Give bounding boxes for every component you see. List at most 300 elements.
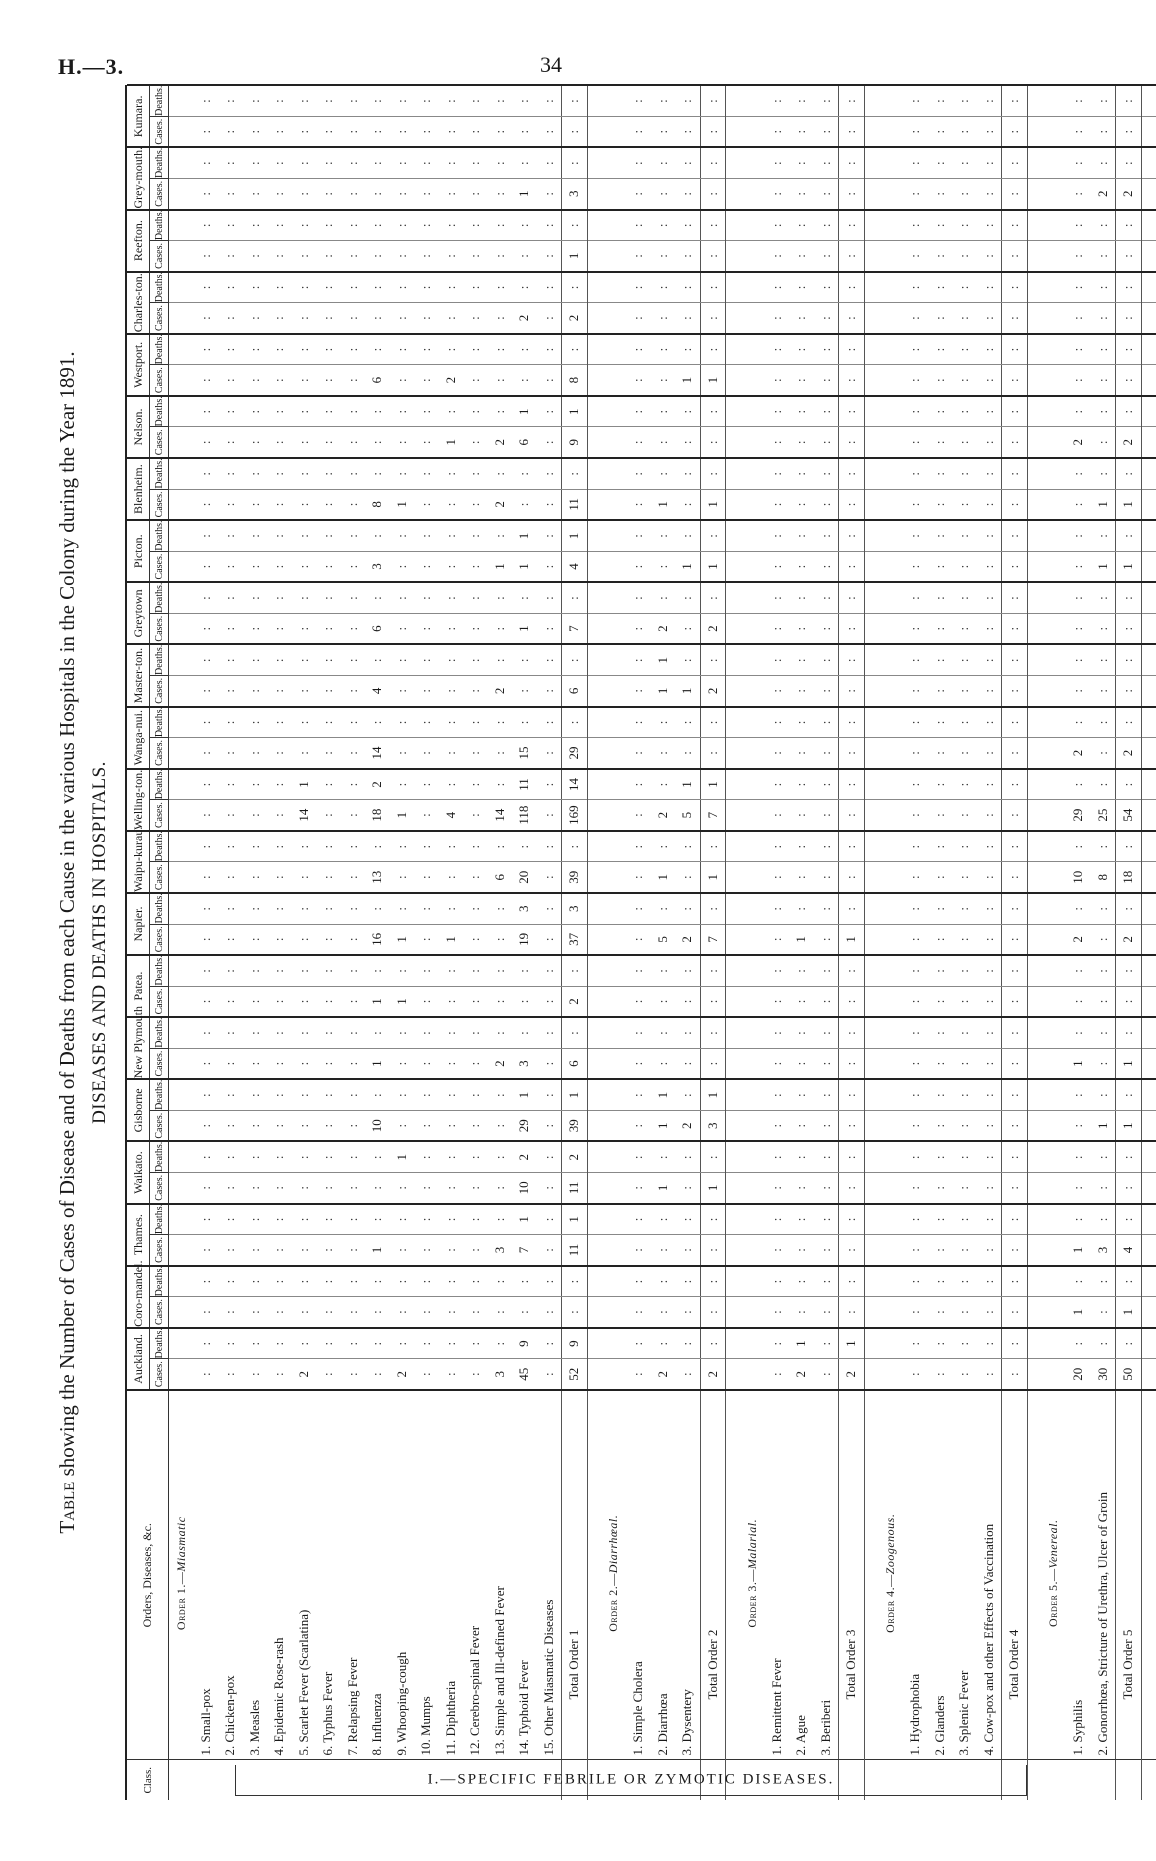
empty-cell: : <box>765 396 790 427</box>
value-cell: 2 <box>700 1359 726 1390</box>
empty-cell: : <box>1091 147 1116 178</box>
empty-cell: : <box>814 210 839 241</box>
empty-cell: : <box>952 272 977 303</box>
empty-cell: : <box>439 1328 464 1359</box>
empty-cell: : <box>928 520 953 551</box>
empty-cell: : <box>839 831 865 862</box>
spacer-cell <box>864 178 879 209</box>
empty-cell: : <box>651 458 676 489</box>
blank-cell <box>1042 707 1067 738</box>
empty-cell: : <box>194 334 219 365</box>
empty-cell: : <box>463 1297 488 1328</box>
spacer-cell <box>864 831 879 862</box>
empty-cell: : <box>267 893 292 924</box>
value-cell: 1 <box>512 1079 537 1110</box>
empty-cell: : <box>789 1079 814 1110</box>
empty-cell: : <box>218 1079 243 1110</box>
spacer-cell <box>1141 1173 1156 1204</box>
empty-cell: : <box>765 1017 790 1048</box>
empty-cell: : <box>700 1017 726 1048</box>
empty-cell: : <box>439 831 464 862</box>
empty-cell: : <box>626 1204 651 1235</box>
empty-cell: : <box>316 1235 341 1266</box>
empty-cell: : <box>341 955 366 986</box>
empty-cell: : <box>675 1048 700 1079</box>
empty-cell: : <box>488 1141 513 1172</box>
empty-cell: : <box>390 613 415 644</box>
spacer-cell <box>1141 427 1156 458</box>
empty-cell: : <box>488 613 513 644</box>
empty-cell: : <box>537 210 562 241</box>
table-row <box>512 85 537 1800</box>
disease-name: 8. Influenza <box>365 1390 390 1760</box>
empty-cell: : <box>928 769 953 800</box>
empty-cell: : <box>218 707 243 738</box>
blank-cell <box>740 924 765 955</box>
empty-cell: : <box>292 427 317 458</box>
hospital-header: Picton. <box>127 520 150 582</box>
empty-cell: : <box>341 427 366 458</box>
empty-cell: : <box>675 707 700 738</box>
blank-cell <box>879 427 904 458</box>
value-cell: 2 <box>292 1359 317 1390</box>
blank-cell <box>169 272 194 303</box>
empty-cell: : <box>952 1079 977 1110</box>
empty-cell: : <box>789 1110 814 1141</box>
blank-cell <box>169 644 194 675</box>
value-cell: 1 <box>562 520 588 551</box>
empty-cell: : <box>928 116 953 147</box>
blank-cell <box>740 986 765 1017</box>
disease-name: 3. Measles <box>243 1390 268 1760</box>
empty-cell: : <box>562 644 588 675</box>
empty-cell: : <box>341 551 366 582</box>
value-cell: 1 <box>651 644 676 675</box>
empty-cell: : <box>1002 1266 1028 1297</box>
empty-cell: : <box>700 831 726 862</box>
empty-cell: : <box>390 1173 415 1204</box>
empty-cell: : <box>675 1017 700 1048</box>
empty-cell: : <box>928 738 953 769</box>
spacer-cell <box>1141 613 1156 644</box>
empty-cell: : <box>675 241 700 272</box>
empty-cell: : <box>194 551 219 582</box>
empty-cell: : <box>194 147 219 178</box>
empty-cell: : <box>414 613 439 644</box>
disease-name: 3. Beriberi <box>814 1390 839 1760</box>
spacer-cell <box>726 1048 741 1079</box>
empty-cell: : <box>977 303 1002 334</box>
blank-cell <box>169 178 194 209</box>
deaths-subheader: Deaths. <box>150 1017 169 1048</box>
empty-cell: : <box>1116 85 1142 116</box>
empty-cell: : <box>488 582 513 613</box>
empty-cell: : <box>700 1235 726 1266</box>
empty-cell: : <box>839 986 865 1017</box>
blank-cell <box>1042 1204 1067 1235</box>
empty-cell: : <box>439 1079 464 1110</box>
empty-cell: : <box>218 241 243 272</box>
empty-cell: : <box>488 1110 513 1141</box>
blank-cell <box>602 1048 627 1079</box>
value-cell: 14 <box>365 738 390 769</box>
empty-cell: : <box>1116 458 1142 489</box>
blank-cell <box>602 272 627 303</box>
empty-cell: : <box>789 738 814 769</box>
empty-cell: : <box>977 1017 1002 1048</box>
empty-cell: : <box>512 644 537 675</box>
empty-cell: : <box>765 1359 790 1390</box>
spacer-cell <box>1141 1359 1156 1390</box>
blank-cell <box>602 210 627 241</box>
spacer-cell <box>864 769 879 800</box>
disease-name: 2. Glanders <box>928 1390 953 1760</box>
empty-cell: : <box>439 1048 464 1079</box>
empty-cell: : <box>463 1359 488 1390</box>
empty-cell: : <box>814 644 839 675</box>
value-cell: 1 <box>651 1173 676 1204</box>
empty-cell: : <box>700 116 726 147</box>
empty-cell: : <box>365 1359 390 1390</box>
empty-cell: : <box>390 769 415 800</box>
spacer-cell <box>726 1266 741 1297</box>
class-cell <box>194 1760 219 1800</box>
empty-cell: : <box>390 676 415 707</box>
blank-cell <box>602 1110 627 1141</box>
hospital-header: Coro-mandel. <box>127 1266 150 1328</box>
empty-cell: : <box>316 1173 341 1204</box>
blank-cell <box>169 1266 194 1297</box>
empty-cell: : <box>839 800 865 831</box>
spacer-cell <box>1027 1266 1042 1297</box>
blank-cell <box>169 1141 194 1172</box>
spacer-cell <box>587 1204 602 1235</box>
empty-cell: : <box>903 1017 928 1048</box>
order-heading-prefix: Order 5.— <box>1046 1568 1061 1628</box>
spacer-cell <box>1141 800 1156 831</box>
empty-cell: : <box>463 582 488 613</box>
spacer-cell <box>726 707 741 738</box>
empty-cell: : <box>292 241 317 272</box>
order-heading <box>602 1390 627 1760</box>
table-title: DISEASES AND DEATHS IN HOSPITALS. <box>89 761 110 1124</box>
empty-cell: : <box>537 178 562 209</box>
empty-cell: : <box>1002 1359 1028 1390</box>
blank-cell <box>1042 582 1067 613</box>
value-cell: 1 <box>512 613 537 644</box>
blank-cell <box>1042 1359 1067 1390</box>
empty-cell: : <box>626 1048 651 1079</box>
empty-cell: : <box>562 1266 588 1297</box>
spacer-cell <box>1027 551 1042 582</box>
cases-subheader: Cases. <box>150 178 169 209</box>
empty-cell: : <box>1002 1328 1028 1359</box>
empty-cell: : <box>700 458 726 489</box>
blank-cell <box>1042 676 1067 707</box>
spacer-cell <box>1141 241 1156 272</box>
deaths-subheader: Deaths. <box>150 707 169 738</box>
empty-cell: : <box>1002 116 1028 147</box>
empty-cell: : <box>789 955 814 986</box>
blank-cell <box>602 458 627 489</box>
empty-cell: : <box>267 427 292 458</box>
value-cell: 1 <box>789 924 814 955</box>
empty-cell: : <box>675 831 700 862</box>
empty-cell: : <box>1002 1297 1028 1328</box>
empty-cell: : <box>537 272 562 303</box>
empty-cell: : <box>903 1328 928 1359</box>
table-row <box>537 85 562 1800</box>
empty-cell: : <box>903 241 928 272</box>
empty-cell: : <box>789 85 814 116</box>
blank-cell <box>169 365 194 396</box>
blank-cell <box>1042 1235 1067 1266</box>
empty-cell: : <box>977 551 1002 582</box>
empty-cell: : <box>675 1204 700 1235</box>
empty-cell: : <box>675 396 700 427</box>
empty-cell: : <box>1091 85 1116 116</box>
hospital-header: Napier. <box>127 893 150 955</box>
rotated-table-page <box>55 85 1136 1800</box>
empty-cell: : <box>928 1173 953 1204</box>
empty-cell: : <box>651 178 676 209</box>
spacer-cell <box>864 489 879 520</box>
spacer-cell <box>587 116 602 147</box>
empty-cell: : <box>390 1079 415 1110</box>
empty-cell: : <box>700 582 726 613</box>
empty-cell: : <box>1002 551 1028 582</box>
empty-cell: : <box>218 85 243 116</box>
empty-cell: : <box>903 831 928 862</box>
value-cell: 1 <box>651 862 676 893</box>
empty-cell: : <box>839 738 865 769</box>
blank-cell <box>169 241 194 272</box>
spacer-cell <box>864 116 879 147</box>
empty-cell: : <box>765 241 790 272</box>
empty-cell: : <box>463 769 488 800</box>
value-cell: 1 <box>1066 1235 1091 1266</box>
empty-cell: : <box>928 955 953 986</box>
spacer-cell <box>726 613 741 644</box>
empty-cell: : <box>1091 458 1116 489</box>
table-row <box>365 85 390 1800</box>
empty-cell: : <box>537 1173 562 1204</box>
empty-cell: : <box>1091 303 1116 334</box>
empty-cell: : <box>814 1110 839 1141</box>
blank-cell <box>169 1359 194 1390</box>
spacer-cell <box>587 1048 602 1079</box>
empty-cell: : <box>218 116 243 147</box>
value-cell: 45 <box>512 1359 537 1390</box>
empty-cell: : <box>626 800 651 831</box>
empty-cell: : <box>243 210 268 241</box>
empty-cell: : <box>952 644 977 675</box>
blank-cell <box>602 769 627 800</box>
spacer-cell <box>1027 1017 1042 1048</box>
empty-cell: : <box>952 1141 977 1172</box>
value-cell: 1 <box>512 551 537 582</box>
empty-cell: : <box>928 241 953 272</box>
empty-cell: : <box>977 1266 1002 1297</box>
empty-cell: : <box>463 831 488 862</box>
empty-cell: : <box>292 924 317 955</box>
order-heading-prefix: Order 4.— <box>883 1574 898 1633</box>
empty-cell: : <box>1091 893 1116 924</box>
spacer-cell <box>1027 707 1042 738</box>
empty-cell: : <box>218 986 243 1017</box>
empty-cell: : <box>414 241 439 272</box>
blank-cell <box>879 1328 904 1359</box>
empty-cell: : <box>194 924 219 955</box>
disease-name: 5. Scarlet Fever (Scarlatina) <box>292 1390 317 1760</box>
empty-cell: : <box>977 676 1002 707</box>
empty-cell: : <box>365 1079 390 1110</box>
empty-cell: : <box>952 676 977 707</box>
empty-cell: : <box>977 272 1002 303</box>
blank-cell <box>740 1048 765 1079</box>
empty-cell: : <box>1116 1266 1142 1297</box>
empty-cell: : <box>928 458 953 489</box>
empty-cell: : <box>765 955 790 986</box>
empty-cell: : <box>952 1204 977 1235</box>
empty-cell: : <box>1066 147 1091 178</box>
empty-cell: : <box>243 1328 268 1359</box>
blank-cell <box>602 831 627 862</box>
spacer-cell <box>587 1359 602 1390</box>
empty-cell: : <box>651 1017 676 1048</box>
blank-cell <box>879 116 904 147</box>
empty-cell: : <box>243 955 268 986</box>
empty-cell: : <box>1116 676 1142 707</box>
value-cell: 2 <box>488 676 513 707</box>
empty-cell: : <box>1116 1079 1142 1110</box>
empty-cell: : <box>814 1204 839 1235</box>
empty-cell: : <box>390 1235 415 1266</box>
empty-cell: : <box>1091 738 1116 769</box>
empty-cell: : <box>316 893 341 924</box>
empty-cell: : <box>928 1204 953 1235</box>
empty-cell: : <box>1091 1297 1116 1328</box>
empty-cell: : <box>1002 241 1028 272</box>
empty-cell: : <box>463 613 488 644</box>
empty-cell: : <box>512 458 537 489</box>
empty-cell: : <box>414 334 439 365</box>
empty-cell: : <box>765 520 790 551</box>
spacer-cell <box>587 862 602 893</box>
empty-cell: : <box>977 116 1002 147</box>
blank-cell <box>1042 1173 1067 1204</box>
empty-cell: : <box>292 458 317 489</box>
blank-cell <box>169 520 194 551</box>
spacer-cell <box>587 1110 602 1141</box>
spacer-cell <box>1141 831 1156 862</box>
spacer-cell <box>1141 862 1156 893</box>
empty-cell: : <box>218 924 243 955</box>
total-row <box>700 85 726 1800</box>
empty-cell: : <box>839 1235 865 1266</box>
spacer-cell <box>1141 1235 1156 1266</box>
empty-cell: : <box>814 1328 839 1359</box>
empty-cell: : <box>1116 303 1142 334</box>
spacer-cell <box>1027 1048 1042 1079</box>
empty-cell: : <box>1116 644 1142 675</box>
empty-cell: : <box>765 582 790 613</box>
empty-cell: : <box>463 924 488 955</box>
empty-cell: : <box>194 1235 219 1266</box>
empty-cell: : <box>814 862 839 893</box>
hospital-header: Master-ton. <box>127 644 150 706</box>
empty-cell: : <box>562 210 588 241</box>
blank-cell <box>169 85 194 116</box>
empty-cell: : <box>267 707 292 738</box>
deaths-subheader: Deaths. <box>150 831 169 862</box>
empty-cell: : <box>928 303 953 334</box>
empty-cell: : <box>1002 1048 1028 1079</box>
empty-cell: : <box>341 489 366 520</box>
blank-cell <box>1042 520 1067 551</box>
empty-cell: : <box>194 986 219 1017</box>
empty-cell: : <box>414 116 439 147</box>
spacer-cell <box>1141 489 1156 520</box>
empty-cell: : <box>952 924 977 955</box>
empty-cell: : <box>341 85 366 116</box>
total-row <box>1002 85 1028 1800</box>
blank-cell <box>879 613 904 644</box>
value-cell: 30 <box>1091 1359 1116 1390</box>
empty-cell: : <box>1066 582 1091 613</box>
empty-cell: : <box>651 85 676 116</box>
empty-cell: : <box>341 986 366 1017</box>
spacer-cell <box>587 582 602 613</box>
table-row <box>414 85 439 1800</box>
disease-name: 9. Whooping-cough <box>390 1390 415 1760</box>
empty-cell: : <box>243 396 268 427</box>
empty-cell: : <box>537 147 562 178</box>
spacer-cell <box>864 272 879 303</box>
empty-cell: : <box>390 1110 415 1141</box>
empty-cell: : <box>194 707 219 738</box>
empty-cell: : <box>414 986 439 1017</box>
empty-cell: : <box>839 707 865 738</box>
blank-cell <box>602 427 627 458</box>
empty-cell: : <box>675 613 700 644</box>
value-cell: 4 <box>439 800 464 831</box>
empty-cell: : <box>414 427 439 458</box>
empty-cell: : <box>267 1204 292 1235</box>
empty-cell: : <box>365 241 390 272</box>
spacer-cell <box>726 427 741 458</box>
spacer-cell <box>864 1204 879 1235</box>
empty-cell: : <box>537 551 562 582</box>
empty-cell: : <box>194 582 219 613</box>
empty-cell: : <box>765 924 790 955</box>
empty-cell: : <box>218 613 243 644</box>
empty-cell: : <box>839 178 865 209</box>
empty-cell: : <box>839 365 865 396</box>
empty-cell: : <box>1002 613 1028 644</box>
spacer-cell <box>587 427 602 458</box>
hospital-header: Greytown <box>127 582 150 644</box>
empty-cell: : <box>316 241 341 272</box>
value-cell: 29 <box>512 1110 537 1141</box>
empty-cell: : <box>194 769 219 800</box>
blank-cell <box>602 924 627 955</box>
spacer-cell <box>587 738 602 769</box>
empty-cell: : <box>218 147 243 178</box>
empty-cell: : <box>789 458 814 489</box>
empty-cell: : <box>439 489 464 520</box>
empty-cell: : <box>267 800 292 831</box>
